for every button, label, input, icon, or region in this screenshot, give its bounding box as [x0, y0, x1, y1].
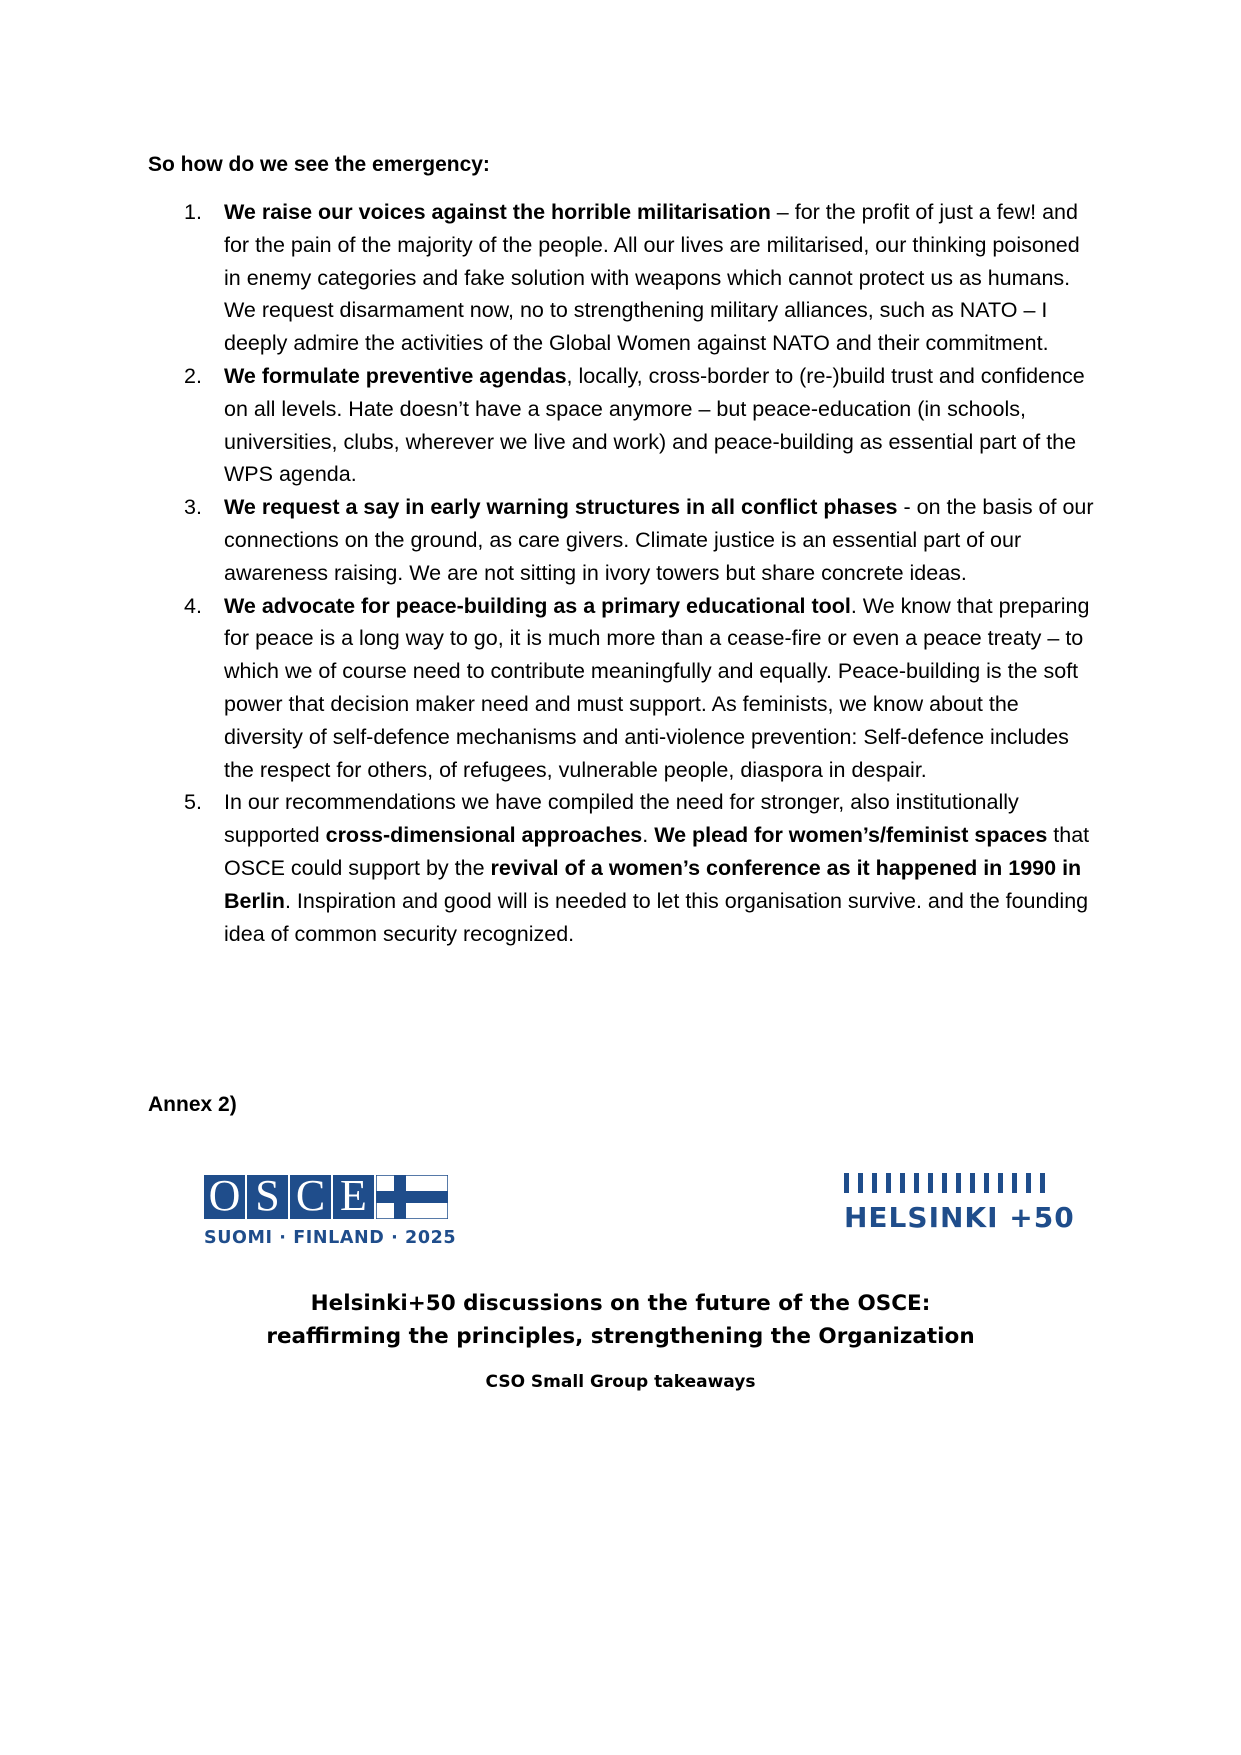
point-text: . We know that preparing for peace is a long way to go, it is much more than a cease-fire or even a peace treaty – to which we of course need to contribute meaningfully and equally. Peace-building is the soft power that decision maker need and must support. As feminists, we know about the diversity of self-defence mechanisms and anti-violence prevention: Self-defence includes the respect for others, of refugees, vulnerable people, diaspora in despair. [224, 593, 1090, 782]
point-bold-text: We raise our voices against the horrible militarisation [224, 200, 771, 224]
list-number: 3. [184, 495, 202, 520]
osce-finland-logo [204, 1171, 457, 1260]
osce-caption: SUOMI · FINLAND · 2025 [204, 1228, 457, 1248]
point-text: . [642, 823, 655, 848]
section-heading: So how do we see the emergency: [148, 153, 490, 176]
point-bold-text: We formulate preventive agendas [224, 363, 567, 388]
point-bold-text: We plead for women’s/feminist spaces [654, 823, 1048, 848]
forum-title-line: Helsinki+50 discussions on the future of the OSCE: [310, 1291, 931, 1316]
osce-letter: S [247, 1175, 288, 1219]
list-item [148, 491, 1098, 589]
list-item [148, 590, 1098, 787]
forum-subtitle: CSO Small Group takeaways [485, 1372, 756, 1392]
osce-letter: C [290, 1175, 331, 1219]
forum-title-line: reaffirming the principles, strengthening the Organization [266, 1324, 975, 1349]
point-text: – for the profit of just a few! and for the pain of the majority of the people. All our lives are militarised, our thinking poisoned in enemy categories and fake solution with weapons which cannot protect us as humans. We request disarmament now, no to strengthening military alliances, such as NATO – I deeply admire the activities of the Global Women against NATO and their commitment. [224, 200, 1080, 356]
point-text: . Inspiration and good will is needed to let this organisation survive. and the founding idea of common security recognized. [224, 888, 1089, 946]
point-text: that OSCE could support by the [224, 823, 1090, 880]
annex-label: Annex 2) [148, 1093, 237, 1116]
point-bold-text: revival of a women’s conference as it happened in 1990 in Berlin [224, 855, 1082, 913]
list-number: 5. [184, 790, 202, 815]
osce-letter: O [204, 1175, 245, 1219]
osce-letter: E [333, 1175, 374, 1219]
helsinki-wordmark: HELSINKI +50 [844, 1201, 1075, 1234]
point-bold-text: We request a say in early warning structures in all conflict phases [224, 495, 898, 520]
list-item [148, 786, 1098, 950]
list-item [148, 360, 1098, 491]
point-text: , locally, cross-border to (re-)build trust and confidence on all levels. Hate doesn’t have a space anymore – but peace-education (in schools, universities, clubs, wherever we live and work) and peace-building as essential part of the WPS agenda. [224, 363, 1085, 487]
point-text: - on the basis of our connections on the ground, as care givers. Climate justice is an essential part of our awareness raising. We are not sitting in ivory towers but share concrete ideas. [224, 495, 1094, 585]
list-number: 4. [184, 593, 202, 618]
point-bold-text: We advocate for peace-building as a primary educational tool [224, 593, 851, 618]
emergency-points-list [148, 196, 1098, 950]
osce-wordmark [204, 1171, 376, 1220]
list-number: 1. [184, 200, 202, 224]
finland-flag-icon [376, 1175, 448, 1219]
point-bold-text: cross-dimensional approaches [325, 823, 643, 848]
forum-title [0, 1287, 1241, 1353]
helsinki-bars-icon [844, 1173, 1056, 1193]
point-text: In our recommendations we have compiled the need for stronger, also institutionally supported [224, 790, 1019, 848]
list-item [148, 196, 1098, 360]
list-number: 2. [184, 363, 202, 388]
helsinki-50-logo [844, 1173, 1075, 1243]
